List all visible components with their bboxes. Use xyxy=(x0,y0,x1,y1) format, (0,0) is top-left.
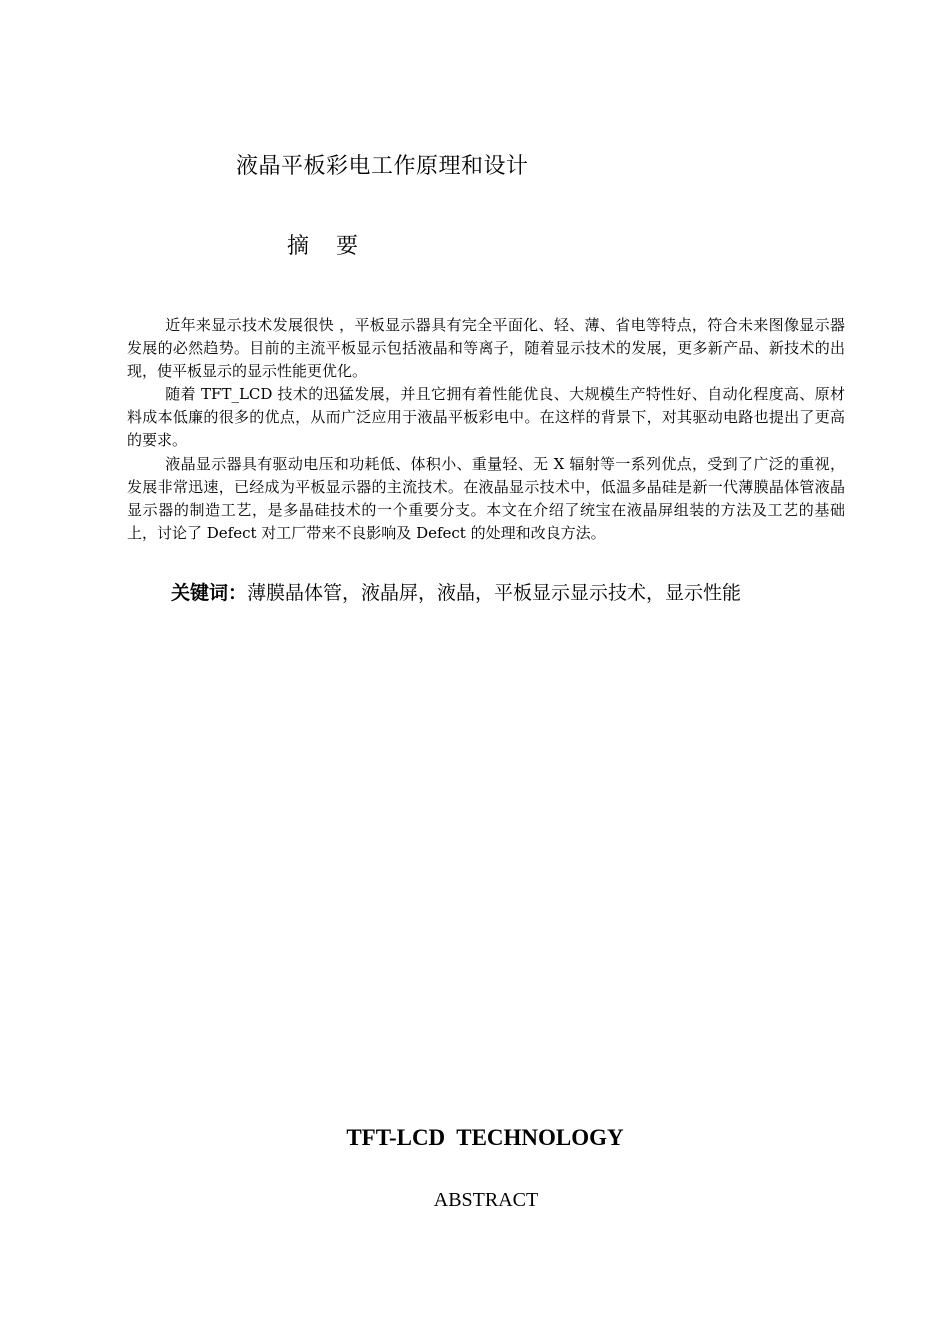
english-abstract-heading: ABSTRACT xyxy=(433,1189,539,1211)
english-title: TFT-LCD TECHNOLOGY xyxy=(346,1125,624,1150)
chinese-title: 液晶平板彩电工作原理和设计 xyxy=(236,154,529,179)
keywords-text: 薄膜晶体管，液晶屏，液晶，平板显示显示技术，显示性能 xyxy=(247,582,742,604)
keywords-line xyxy=(171,578,741,605)
chinese-abstract-heading: 摘 要 xyxy=(287,234,368,259)
abstract-paragraph-2: 随着 TFT_LCD 技术的迅猛发展，并且它拥有着性能优良、大规模生产特性好、自动化程度高、原材料成本低廉的很多的优点，从而广泛应用于液晶平板彩电中。在这样的背景下，对其驱动电路也提出了更高的要求。 xyxy=(127,385,845,450)
chinese-abstract-body xyxy=(127,314,845,545)
keywords-label: 关键词： xyxy=(171,582,248,604)
abstract-paragraph-3: 液晶显示器具有驱动电压和功耗低、体积小、重量轻、无 X 辐射等一系列优点，受到了广泛的重视，发展非常迅速，已经成为平板显示器的主流技术。在液晶显示技术中，低温多晶硅是新一代薄膜晶体管液晶显示器的制造工艺，是多晶硅技术的一个重要分支。本文在介绍了统宝在液晶屏组装的方法及工艺的基础上，讨论了 Defect 对工厂带来不良影响及 Defect 的处理和改良方法。 xyxy=(127,454,845,542)
abstract-paragraph-1: 近年来显示技术发展很快 ，平板显示器具有完全平面化、轻、薄、省电等特点，符合未来图像显示器发展的必然趋势。目前的主流平板显示包括液晶和等离子，随着显示技术的发展，更多新产品、新技术的出现，使平板显示的显示性能更优化。 xyxy=(127,316,845,381)
